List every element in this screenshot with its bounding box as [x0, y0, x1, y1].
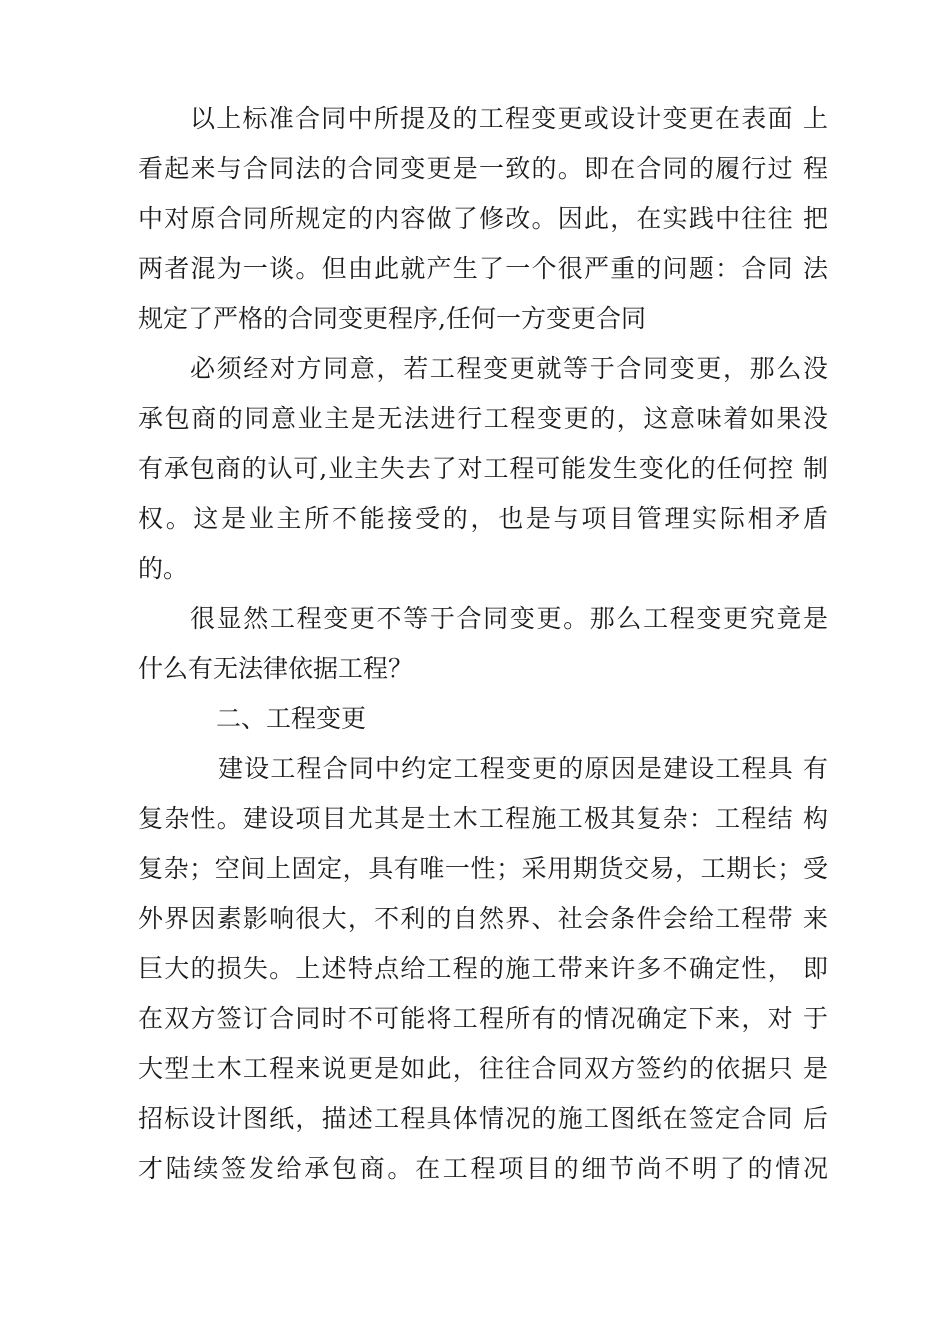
paragraph-1-line-3: 中对原合同所规定的内容做了修改。因此，在实践中往往 把: [138, 204, 828, 233]
document-body: [138, 94, 828, 1194]
paragraph-4-line-8: 招标设计图纸，描述工程具体情况的施工图纸在签定合同 后: [138, 1104, 828, 1133]
paragraph-2-line-3: 有承包商的认可,业主失去了对工程可能发生变化的任何控 制: [138, 454, 828, 483]
paragraph-4-line-3: 复杂；空间上固定，具有唯一性；采用期货交易，工期长；受: [138, 854, 828, 883]
paragraph-4-line-7: 大型土木工程来说更是如此，往往合同双方签约的依据只 是: [138, 1054, 828, 1083]
paragraph-4-line-2: 复杂性。建设项目尤其是土木工程施工极其复杂：工程结 构: [138, 804, 828, 833]
paragraph-3-line-2: 什么有无法律依据工程？: [138, 654, 414, 683]
paragraph-2-line-4: 权。这是业主所不能接受的，也是与项目管理实际相矛盾: [138, 504, 828, 533]
paragraph-4-line-9: 才陆续签发给承包商。在工程项目的细节尚不明了的情况: [138, 1154, 828, 1183]
paragraph-2-line-5: 的。: [138, 554, 189, 583]
paragraph-2-line-2: 承包商的同意业主是无法进行工程变更的，这意味着如果没: [138, 404, 828, 433]
paragraph-1-line-2: 看起来与合同法的合同变更是一致的。即在合同的履行过 程: [138, 154, 828, 183]
paragraph-1-line-5: 规定了严格的合同变更程序,任何一方变更合同: [138, 304, 646, 333]
section-heading: 二、工程变更: [216, 704, 367, 733]
paragraph-4-line-1: 建设工程合同中约定工程变更的原因是建设工程具 有: [218, 754, 828, 783]
paragraph-2-line-1: 必须经对方同意，若工程变更就等于合同变更，那么没: [190, 354, 828, 383]
paragraph-1-line-1: 以上标准合同中所提及的工程变更或设计变更在表面 上: [190, 104, 828, 133]
paragraph-4-line-6: 在双方签订合同时不可能将工程所有的情况确定下来，对 于: [138, 1004, 828, 1033]
paragraph-1-line-4: 两者混为一谈。但由此就产生了一个很严重的问题：合同 法: [138, 254, 828, 283]
paragraph-3-line-1: 很显然工程变更不等于合同变更。那么工程变更究竟是: [190, 604, 828, 633]
paragraph-4-line-5: 巨大的损失。上述特点给工程的施工带来许多不确定性， 即: [138, 954, 828, 983]
paragraph-4-line-4: 外界因素影响很大，不利的自然界、社会条件会给工程带 来: [138, 904, 828, 933]
